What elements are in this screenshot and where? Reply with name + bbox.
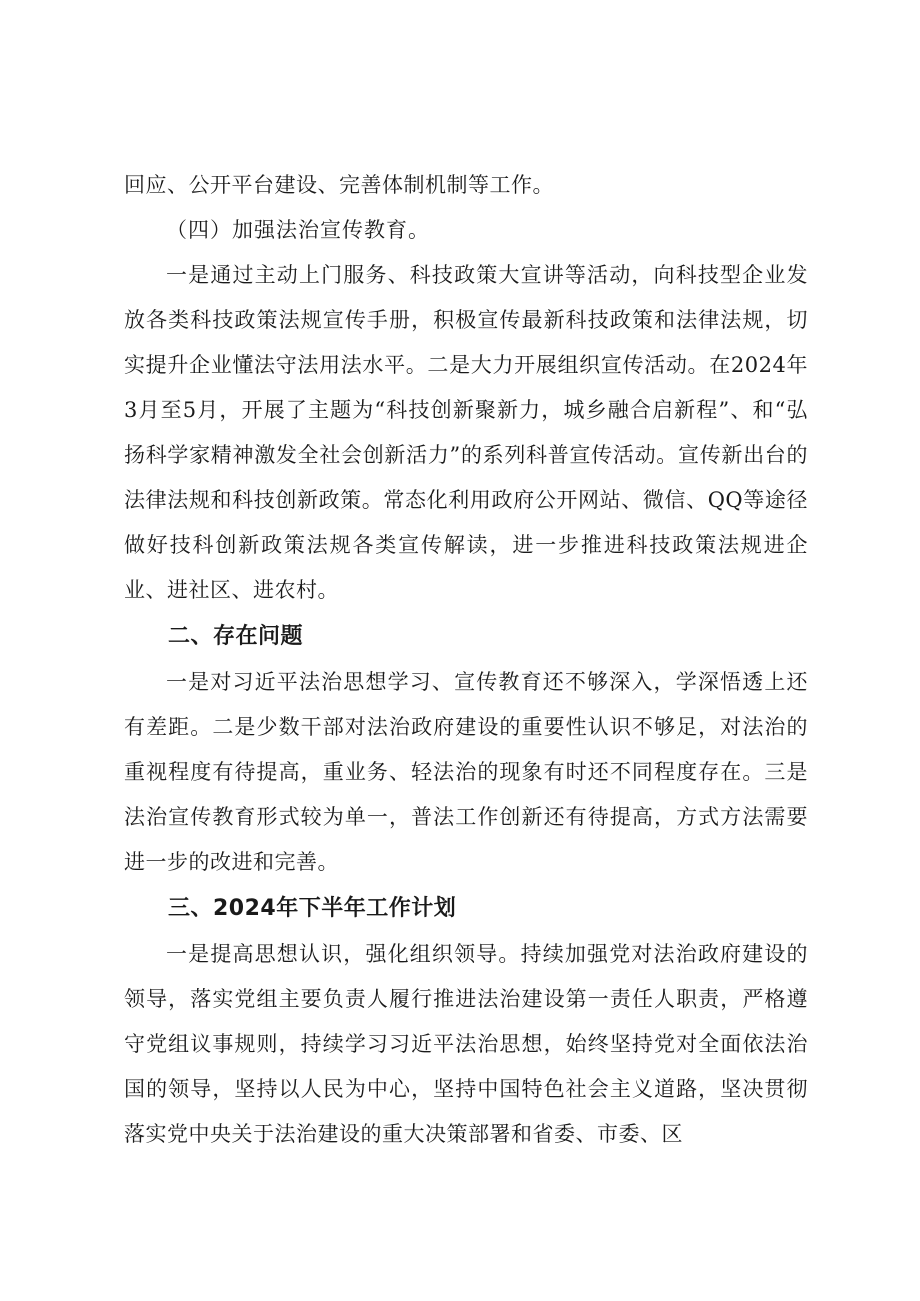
document-page	[124, 163, 808, 1157]
heading-existing-problems: 二、存在问题	[168, 624, 304, 649]
subheading-legal-publicity: （四）加强法治宣传教育。	[166, 218, 430, 242]
paragraph-work-plan: 一是提高思想认识，强化组织领导。持续加强党对法治政府建设的领导，落实党组主要负责人履行推进法治建设第一责任人职责，严格遵守党组议事规则，持续学习习近平法治思想，始终坚持党对全面依法治国的领导，坚持以人民为中心，坚持中国特色社会主义道路，坚决贯彻落实党中央关于法治建设的重大决策部署和省委、市委、区	[124, 942, 808, 1146]
paragraph-problems: 一是对习近平法治思想学习、宣传教育还不够深入，学深悟透上还有差距。二是少数干部对法治政府建设的重要性认识不够足，对法治的重视程度有待提高，重业务、轻法治的现象有时还不同程度存在。三是法治宣传教育形式较为单一，普法工作创新还有待提高，方式方法需要进一步的改进和完善。	[124, 670, 808, 874]
paragraph-publicity-activities: 一是通过主动上门服务、科技政策大宣讲等活动，向科技型企业发放各类科技政策法规宣传手册，积极宣传最新科技政策和法律法规，切实提升企业懂法守法用法水平。二是大力开展组织宣传活动。在2024年3月至5月，开展了主题为“科技创新聚新力，城乡融合启新程”、和“弘扬科学家精神激发全社会创新活力”的系列科普宣传活动。宣传新出台的法律法规和科技创新政策。常态化利用政府公开网站、微信、QQ等途径做好技科创新政策法规各类宣传解读，进一步推进科技政策法规进企业、进社区、进农村。	[124, 263, 808, 602]
heading-work-plan: 三、2024年下半年工作计划	[168, 896, 457, 921]
paragraph-continuation: 回应、公开平台建设、完善体制机制等工作。	[124, 173, 554, 197]
